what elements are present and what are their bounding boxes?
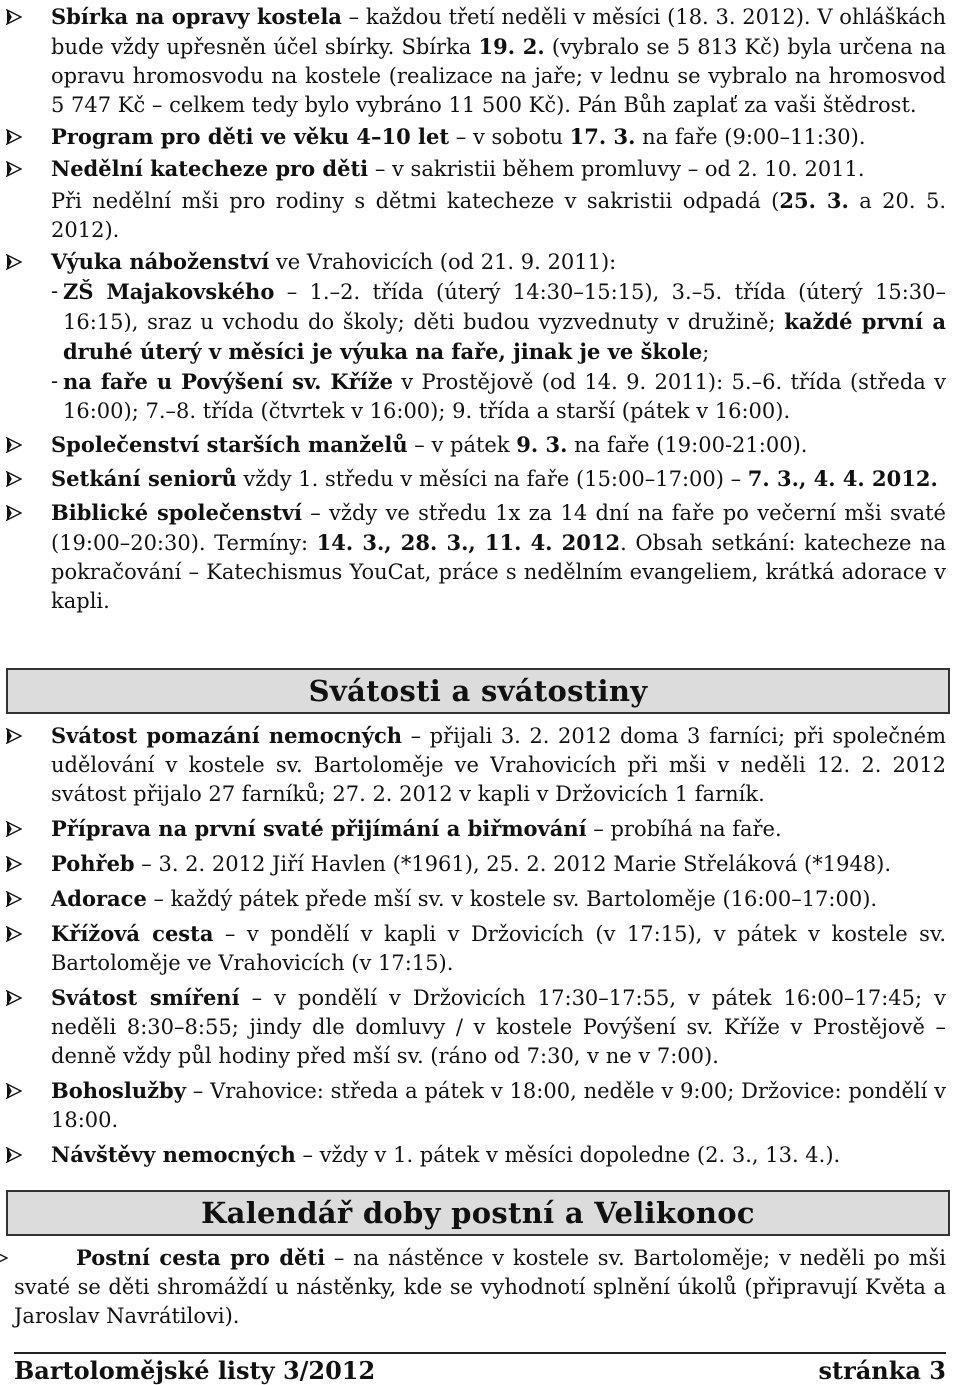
arrow-bullet-icon xyxy=(6,814,28,843)
bold-text: Setkání seniorů xyxy=(51,466,237,491)
arrow-bullet-icon xyxy=(6,247,28,276)
body-text: – v sobotu xyxy=(449,125,570,149)
bold-text: Program pro děti ve věku 4–10 let xyxy=(51,124,450,149)
section-svatosti xyxy=(0,721,960,1170)
bold-text: Výuka náboženství xyxy=(51,249,270,274)
bold-text: Svátost smíření xyxy=(51,985,240,1010)
bold-text: každé první a druhé úterý v měsíci je výuka na faře, jinak je ve škole xyxy=(63,309,946,364)
list-item-priprava xyxy=(0,814,960,844)
list-item-seniori xyxy=(0,464,960,494)
body-text: v Prostějově (od 14. 9. 2011): 5.–6. třída (středa v 16:00); 7.–8. třída (čtvrtek v 16:00); 9. třída a starší (pátek v 16:00). xyxy=(63,370,946,423)
bold-text: Biblické společenství xyxy=(51,500,302,525)
body-text: – Vrahovice: středa a pátek v 18:00, neděle v 9:00; Držovice: pondělí v 18:00. xyxy=(51,1079,946,1132)
bold-text: 9. 3. xyxy=(516,432,568,457)
list-item-adorace xyxy=(0,884,960,914)
bold-text: 19. 2. xyxy=(478,34,545,59)
arrow-bullet-icon xyxy=(6,122,28,151)
bold-text: Příprava na první svaté přijímání a biřmování xyxy=(51,816,587,841)
list-item-katecheze xyxy=(0,154,960,184)
body-text: – v pondělí v Držovicích 17:30–17:55, v pátek 16:00–17:45; v neděli 8:30–8:55; jindy dle domluvy / v kostele Povýšení sv. Kříže v Prostějově – denně vždy půl hodiny před mší sv. (ráno od 7:30, v ne v 7:00). xyxy=(51,986,946,1068)
arrow-bullet-icon xyxy=(6,1076,28,1105)
arrow-bullet-icon xyxy=(6,2,28,31)
bold-text: Bohoslužby xyxy=(51,1078,186,1103)
list-item-biblicke xyxy=(0,498,960,616)
arrow-bullet-icon xyxy=(6,884,28,913)
bold-text: Křížová cesta xyxy=(51,921,214,946)
page-footer xyxy=(14,1352,946,1385)
bold-text: 17. 3. xyxy=(569,124,636,149)
bold-text: Sbírka na opravy kostela xyxy=(51,4,342,29)
heading-kalendar-text: Kalendář doby postní a Velikonoc xyxy=(201,1195,755,1230)
body-text: Při nedělní mši pro rodiny s dětmi katecheze v sakristii odpadá ( xyxy=(51,189,780,213)
arrow-bullet-icon xyxy=(6,154,28,183)
section-kalendar xyxy=(0,1243,960,1331)
body-text: – v pondělí v kapli v Držovicích (v 17:15), v pátek v kostele sv. Bartoloměje ve Vrahovicích (v 17:15). xyxy=(51,922,946,975)
body-text: na faře (19:00-21:00). xyxy=(567,433,808,457)
arrow-bullet-icon xyxy=(6,464,28,493)
arrow-bullet-icon xyxy=(6,430,28,459)
dash-marker: - xyxy=(51,369,59,393)
heading-svatosti xyxy=(6,668,950,714)
bold-text: Nedělní katecheze pro děti xyxy=(51,156,369,181)
body-text: na faře (9:00–11:30). xyxy=(635,125,866,149)
sub-item-zs xyxy=(0,277,960,367)
bold-text: Svátost pomazání nemocných xyxy=(51,723,403,748)
body-text: – každou třetí neděli v měsíci (18. 3. 2012). V ohláškách bude vždy upřesněn účel sbírky. Sbírka xyxy=(51,5,946,59)
footer-page-number: stránka 3 xyxy=(818,1356,946,1385)
bold-text: Společenství starších manželů xyxy=(51,432,408,457)
body-text: ve Vrahovicích (od 21. 9. 2011): xyxy=(269,250,617,274)
body-text: – 3. 2. 2012 Jiří Havlen (*1961), 25. 2. 2012 Marie Střeláková (*1948). xyxy=(134,852,892,876)
body-text: a 20. 5. 2012). xyxy=(51,189,946,242)
bold-text: Pohřeb xyxy=(51,851,135,876)
arrow-bullet-icon xyxy=(6,983,28,1012)
body-text: ; xyxy=(702,340,710,364)
body-text: – vždy ve středu 1x za 14 dní na faře po večerní mši svaté (19:00–20:30). Termíny: xyxy=(51,501,946,555)
body-text: – každý pátek přede mší sv. v kostele sv. Bartoloměje (16:00–17:00). xyxy=(146,887,878,911)
list-item-manzele xyxy=(0,430,960,460)
dash-marker: - xyxy=(51,279,59,303)
bold-text: na faře u Povýšení sv. Kříže xyxy=(63,369,393,394)
arrow-bullet-icon xyxy=(6,721,28,750)
section-notices xyxy=(0,2,960,616)
bold-text: ZŠ Majakovského xyxy=(63,279,275,304)
bold-text: Návštěvy nemocných xyxy=(51,1142,296,1167)
body-text: – probíhá na faře. xyxy=(586,817,782,841)
arrow-bullet-icon xyxy=(0,1243,14,1272)
list-item-postni xyxy=(0,1243,960,1331)
arrow-bullet-icon xyxy=(6,849,28,878)
bold-text: Postní cesta pro děti xyxy=(76,1245,326,1270)
arrow-bullet-icon xyxy=(6,498,28,527)
arrow-bullet-icon xyxy=(6,919,28,948)
list-item-smireni xyxy=(0,983,960,1071)
body-text: – vždy v 1. pátek v měsíci dopoledne (2. 3., 13. 4.). xyxy=(295,1143,841,1167)
bold-text: 14. 3., 28. 3., 11. 4. 2012 xyxy=(316,530,621,555)
list-item-program-deti xyxy=(0,122,960,152)
body-text: – na nástěnce v kostele sv. Bartoloměje; v neděli po mši svaté se děti shromáždí u nástěnky, kde se vyhodnotí splnění úkolů (připravují Květa a Jaroslav Navrátilovi). xyxy=(14,1246,946,1328)
list-item-pomazani xyxy=(0,721,960,809)
bold-text: Adorace xyxy=(51,886,147,911)
body-text: – přijali 3. 2. 2012 doma 3 farníci; při společném udělování v kostele sv. Bartoloměje ve Vrahovicích při mši v neděli 12. 2. 2012 svátost přijalo 27 farníků; 27. 2. 2012 v kapli v Držovicích 1 farník. xyxy=(51,724,946,806)
list-item-krizova xyxy=(0,919,960,978)
list-item-katecheze-note xyxy=(0,186,960,245)
heading-kalendar xyxy=(6,1190,950,1236)
body-text: – v sakristii během promluvy – od 2. 10. 2011. xyxy=(368,157,865,181)
body-text: – v pátek xyxy=(407,433,517,457)
list-item-bohosluzby xyxy=(0,1076,960,1135)
list-item-sbirka xyxy=(0,2,960,120)
body-text: vždy 1. středu v měsíci na faře (15:00–17:00) – xyxy=(236,467,748,491)
list-item-navstevy xyxy=(0,1140,960,1170)
body-text: (vybralo se 5 813 Kč) byla určena na opravu hromosvodu na kostele (realizace na jaře; v lednu se vybralo na hromosvod 5 747 Kč – celkem tedy bylo vybráno 11 500 Kč). Pán Bůh zaplať za vaši štědrost. xyxy=(51,35,947,117)
body-text: – 1.–2. třída (úterý 14:30–15:15), 3.–5. třída (úterý 15:30–16:15), sraz u vchodu do školy; děti budou vyzvednuty v družině; xyxy=(63,280,946,334)
footer-title: Bartolomějské listy 3/2012 xyxy=(14,1356,376,1385)
bold-text: 25. 3. xyxy=(779,188,849,213)
list-item-vyuka xyxy=(0,247,960,277)
body-text: . Obsah setkání: katecheze na pokračování – Katechismus YouCat, práce s nedělním evangeliem, krátká adorace v kapli. xyxy=(51,531,947,613)
sub-item-fara xyxy=(0,367,960,426)
bold-text: 7. 3., 4. 4. 2012. xyxy=(747,466,938,491)
heading-svatosti-text: Svátosti a svátostiny xyxy=(308,673,648,708)
list-item-pohreb xyxy=(0,849,960,879)
arrow-bullet-icon xyxy=(6,1140,28,1169)
